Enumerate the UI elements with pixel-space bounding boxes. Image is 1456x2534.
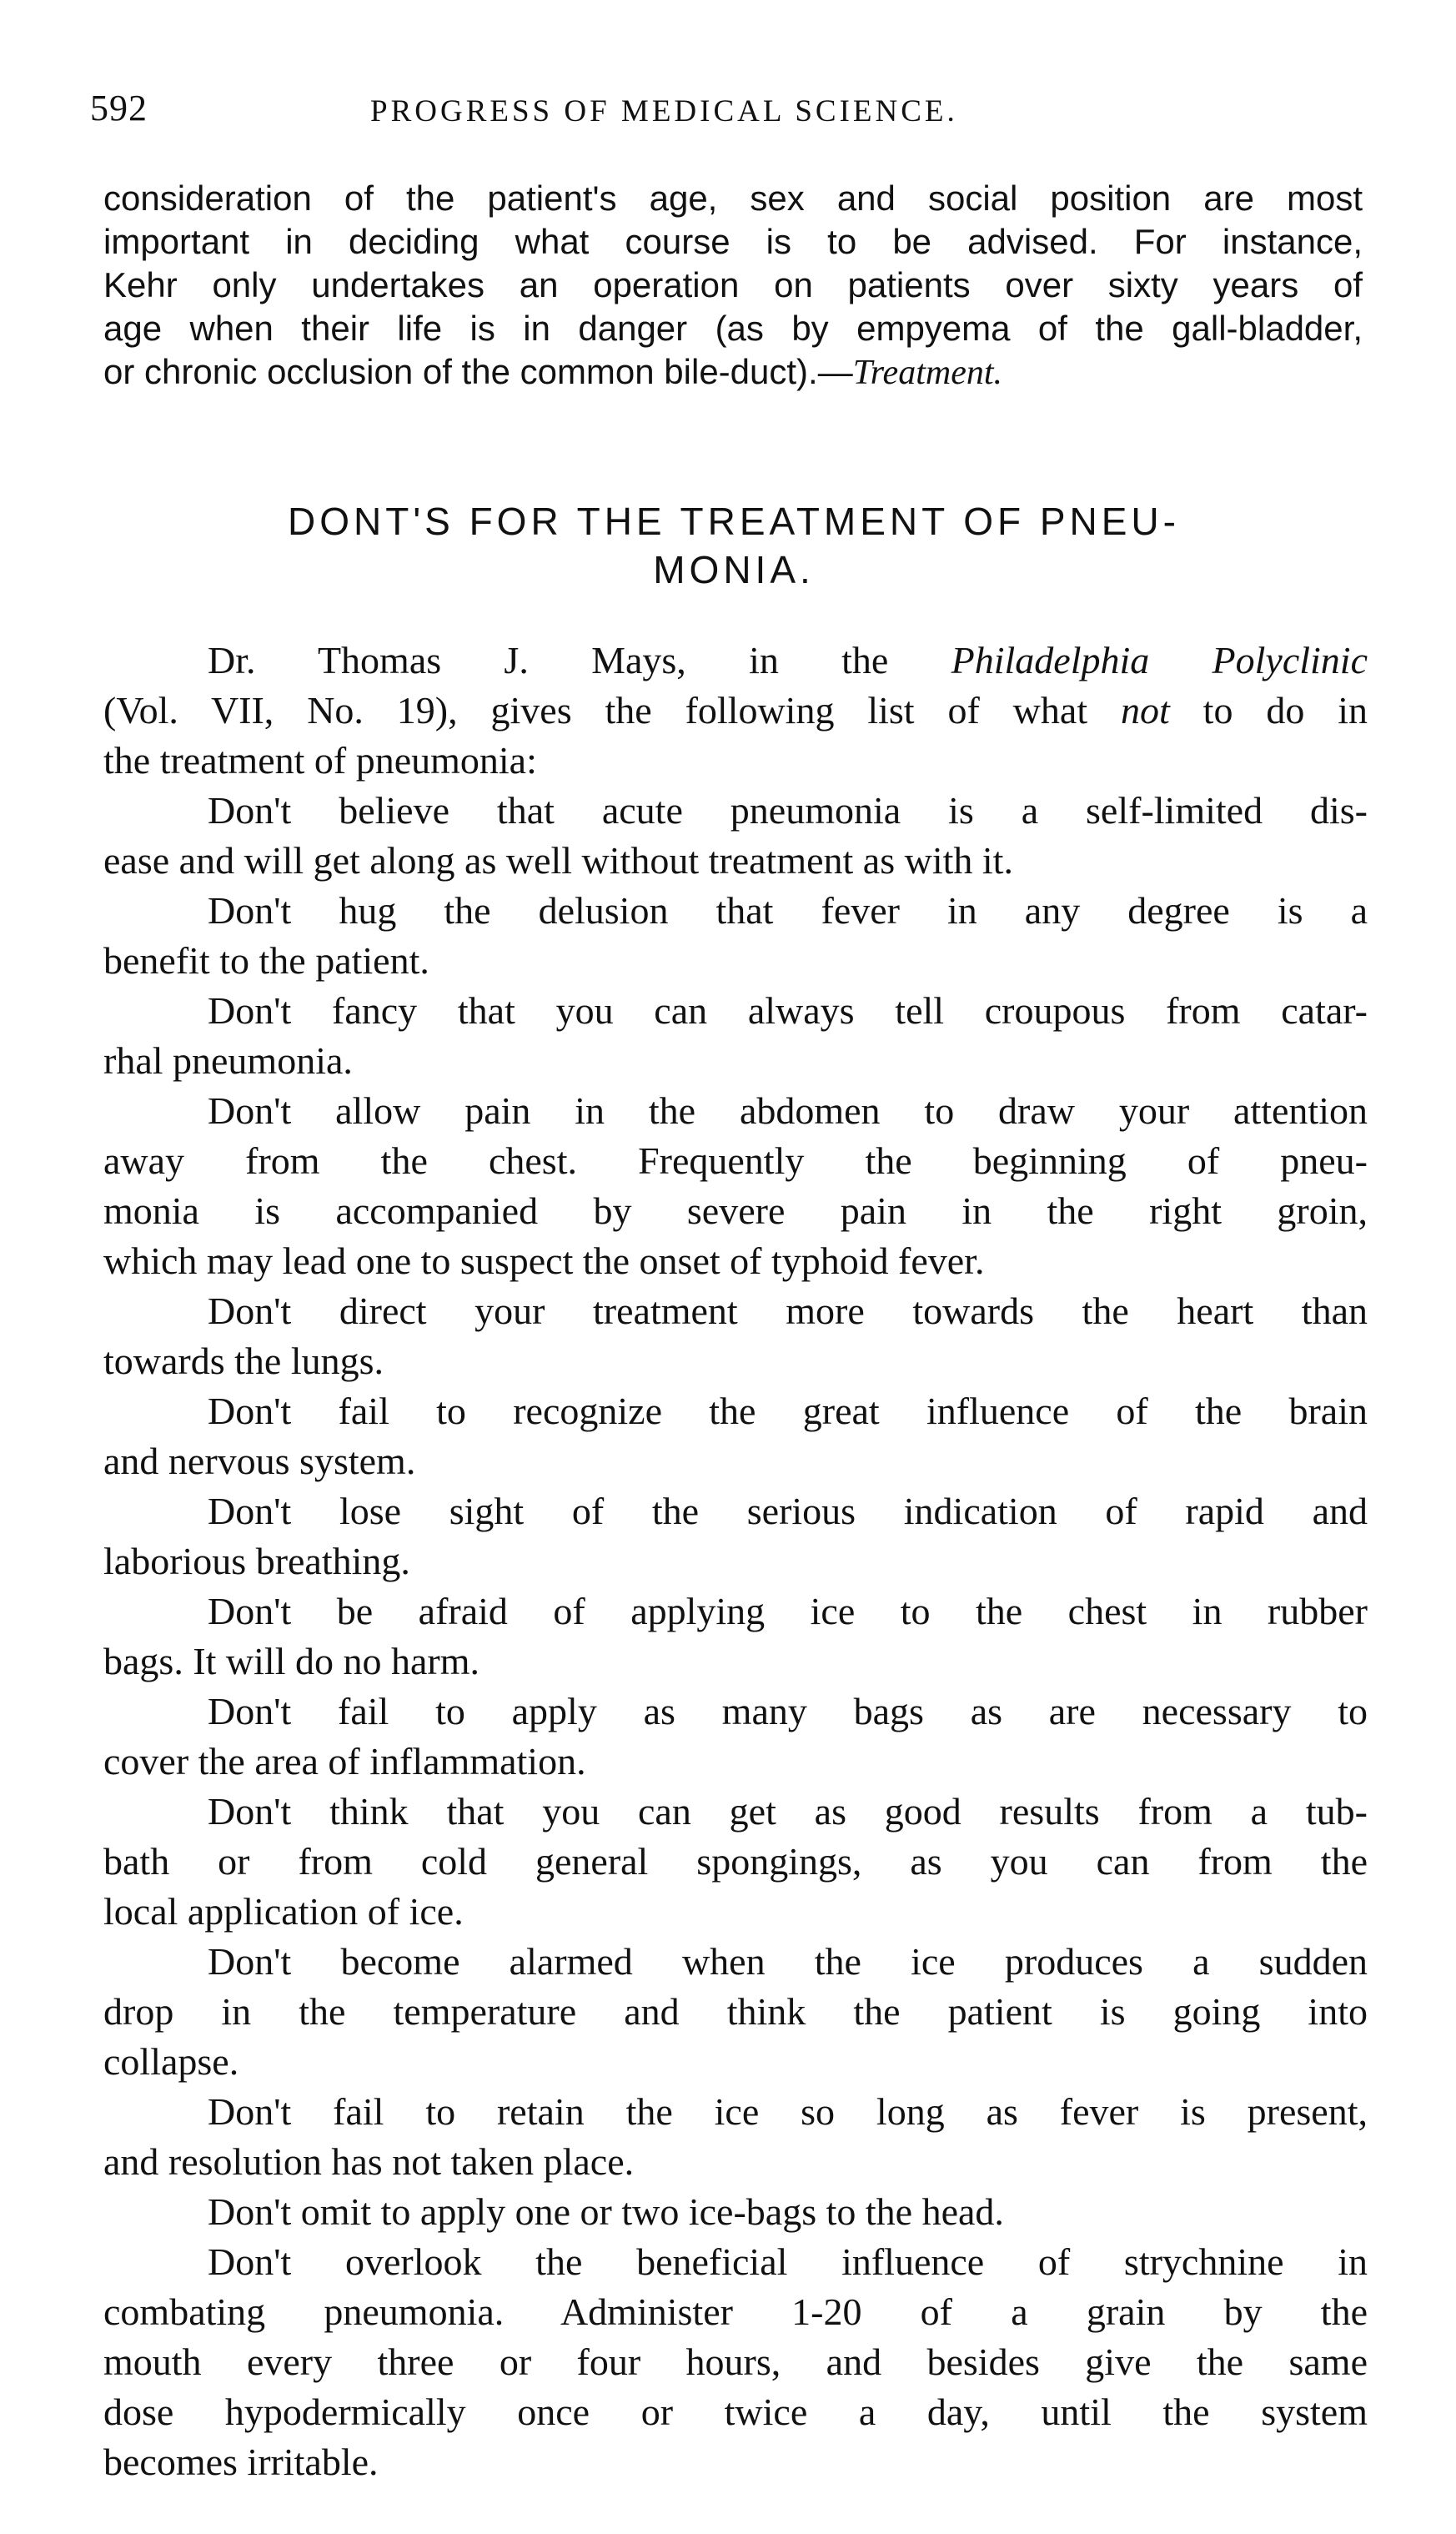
text-segment: (Vol. VII, No. 19), gives the following list of what (103, 689, 1121, 732)
page-header (90, 87, 1374, 137)
text-line: Don't hug the delusion that fever in any degree is a (208, 889, 1368, 932)
lead-line: the treatment of pneumonia: (103, 739, 537, 782)
text-line: towards the lungs. (103, 1340, 384, 1382)
text-line: becomes irritable. (103, 2441, 379, 2483)
text-segment: or chronic occlusion of the common bile-duct).— (103, 352, 853, 391)
text-line: drop in the temperature and think the patient is going into (103, 1990, 1368, 2033)
text-line: Don't fail to retain the ice so long as fever is present, (208, 2090, 1368, 2133)
text-line: dose hypodermically once or twice a day, until the system (103, 2391, 1368, 2433)
text-line: Don't allow pain in the abdomen to draw your attention (208, 1089, 1368, 1132)
title-line: DONT'S FOR THE TREATMENT OF PNEU- (288, 500, 1180, 543)
journal-name: Philadelphia Polyclinic (951, 639, 1368, 681)
text-line: laborious breathing. (103, 1540, 410, 1582)
text-line: benefit to the patient. (103, 939, 429, 982)
text-line (103, 350, 1363, 395)
source-citation: Treatment. (852, 354, 1002, 392)
text-segment: Dr. Thomas J. Mays, in the (208, 639, 951, 681)
text-line: Don't become alarmed when the ice produces a sudden (208, 1940, 1368, 1983)
text-line: consideration of the patient's age, sex and social position are most (103, 178, 1363, 218)
text-line: age when their life is in danger (as by empyema of the gall-bladder, (103, 309, 1363, 348)
title-line: MONIA. (653, 548, 815, 591)
text-line: Don't lose sight of the serious indication of rapid and (208, 1490, 1368, 1532)
text-line: important in deciding what course is to be advised. For instance, (103, 222, 1363, 261)
intro-paragraph (103, 177, 1363, 395)
text-line: Don't fail to recognize the great influence of the brain (208, 1390, 1368, 1432)
text-line: Don't omit to apply one or two ice-bags to the head. (208, 2190, 1004, 2233)
text-line: Don't believe that acute pneumonia is a self-limited dis- (208, 789, 1368, 832)
text-line: combating pneumonia. Administer 1-20 of a grain by the (103, 2290, 1368, 2333)
text-line: Don't fail to apply as many bags as are necessary to (208, 1690, 1368, 1732)
text-line: Don't overlook the beneficial influence of strychnine in (208, 2240, 1368, 2283)
text-line: Don't fancy that you can always tell croupous from catar- (208, 989, 1368, 1032)
text-line: rhal pneumonia. (103, 1039, 353, 1082)
text-line: local application of ice. (103, 1890, 464, 1933)
lead-line (103, 686, 1368, 736)
text-line: ease and will get along as well without treatment as with it. (103, 839, 1013, 882)
text-line: bath or from cold general spongings, as you can from the (103, 1840, 1368, 1883)
text-line: and nervous system. (103, 1440, 416, 1482)
text-line: monia is accompanied by severe pain in the right groin, (103, 1189, 1368, 1232)
text-line: bags. It will do no harm. (103, 1640, 479, 1682)
text-line: and resolution has not taken place. (103, 2140, 635, 2183)
text-line: Kehr only undertakes an operation on patients over sixty years of (103, 265, 1363, 304)
text-line: which may lead one to suspect the onset of typhoid fever. (103, 1239, 985, 1282)
text-line: Don't be afraid of applying ice to the chest in rubber (208, 1590, 1368, 1632)
text-line: Don't direct your treatment more towards the heart than (208, 1290, 1368, 1332)
article-body (103, 636, 1368, 2487)
page-number: 592 (90, 88, 148, 128)
text-line: Don't think that you can get as good results from a tub- (208, 1790, 1368, 1833)
text-line: collapse. (103, 2040, 239, 2083)
running-head: PROGRESS OF MEDICAL SCIENCE. (370, 94, 958, 128)
article-title (117, 497, 1351, 594)
emphasis-not: not (1121, 689, 1170, 732)
text-segment: to do in (1169, 689, 1368, 732)
lead-line (103, 636, 1368, 686)
text-line: away from the chest. Frequently the beginning of pneu- (103, 1139, 1368, 1182)
text-line: cover the area of inflammation. (103, 1740, 586, 1782)
text-line: mouth every three or four hours, and besides give the same (103, 2340, 1368, 2383)
